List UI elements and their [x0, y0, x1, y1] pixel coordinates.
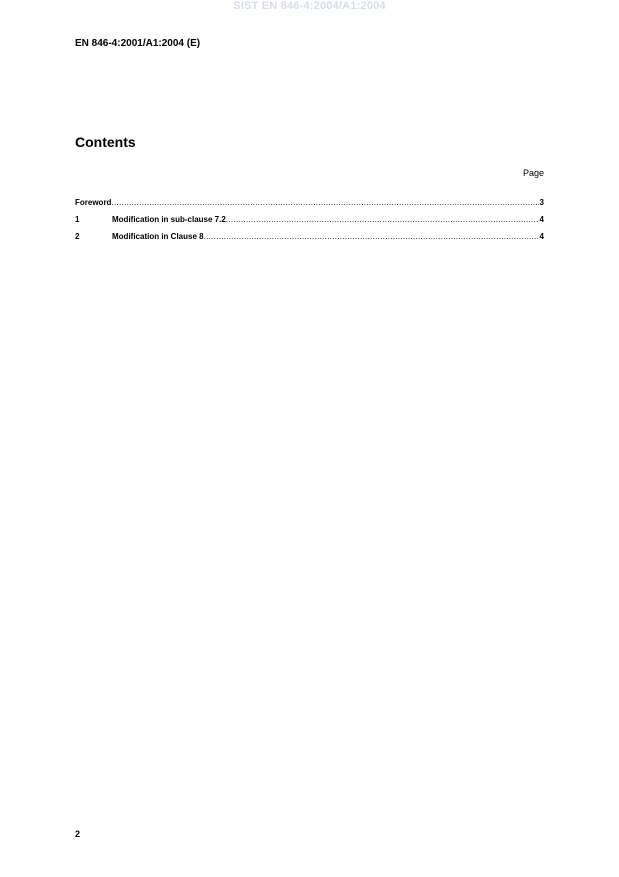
toc-entry-title: Modification in Clause 8: [112, 232, 204, 241]
toc-entry-title: Foreword: [75, 198, 112, 207]
watermark: SIST EN 846-4:2004/A1:2004: [233, 0, 386, 12]
toc-entry-1[interactable]: [75, 215, 544, 232]
toc-dot-leader: [111, 198, 538, 208]
toc-entry-page: 3: [539, 198, 544, 207]
toc-entry-number: 2: [75, 232, 80, 241]
table-of-contents: [75, 198, 544, 249]
toc-entry-foreword[interactable]: [75, 198, 544, 215]
page-column-label: Page: [522, 168, 544, 178]
page-number: 2: [75, 829, 81, 839]
toc-entry-page: 4: [539, 215, 544, 224]
toc-dot-leader: [226, 215, 539, 225]
toc-dot-leader: [204, 232, 539, 242]
toc-entry-page: 4: [539, 232, 544, 241]
toc-entry-2[interactable]: [75, 232, 544, 249]
contents-title: Contents: [75, 134, 136, 150]
document-header: EN 846-4:2001/A1:2004 (E): [75, 38, 201, 49]
toc-entry-title: Modification in sub-clause 7.2: [112, 215, 226, 224]
toc-entry-number: 1: [75, 215, 80, 224]
